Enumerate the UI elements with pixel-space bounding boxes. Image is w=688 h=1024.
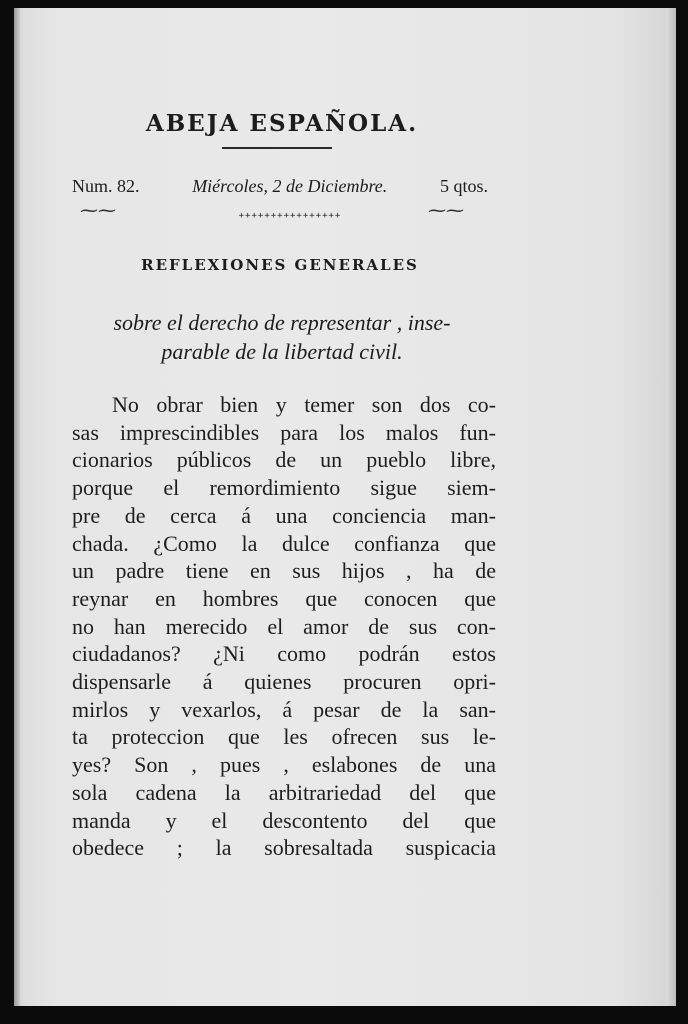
body-line: porque el remordimiento sigue siem- [72,475,496,501]
body-line: reynar en hombres que conocen que [72,585,496,611]
body-line: no han merecido el amor de sus con- [72,613,496,639]
page-binding-edge [14,8,20,1006]
masthead-title: ABEJA ESPAÑOLA. [145,110,419,137]
body-line: pre de cerca á una conciencia man- [72,502,496,528]
issue-number: Num. 82. [72,176,140,196]
body-line: cionarios públicos de un pueblo libre, [72,447,496,473]
issue-price: 5 qtos. [439,176,488,196]
section-title: REFLEXIONES GENERALES [141,256,419,274]
body-line: ciudadanos? ¿Ni como podrán estos [72,641,496,667]
subtitle-line: sobre el derecho de representar , inse- [113,310,451,335]
article-subtitle [72,308,492,366]
issue-date: Miércoles, 2 de Diciembre. [192,176,388,196]
body-line: obedece ; la sobresaltada suspicacia [72,835,496,861]
issue-line [72,176,488,197]
body-line: yes? Son , pues , eslabones de una [72,752,496,778]
body-line: dispensarle á quienes procuren opri- [72,669,496,695]
flourish-left-icon: ⁓⁓ [80,200,116,221]
body-line: mirlos y vexarlos, á pesar de la san- [72,696,496,722]
body-line: ta proteccion que les ofrecen sus le- [72,724,496,750]
article-body [72,391,496,862]
body-line: No obrar bien y temer son dos co- [112,392,496,417]
flourish-right-icon: ⁓⁓ [428,200,464,221]
body-line: chada. ¿Como la dulce confianza que [72,530,496,556]
page-fore-edge [666,8,676,1006]
body-line: sas imprescindibles para los malos fun- [72,419,496,445]
masthead-rule [222,147,332,149]
subtitle-line: parable de la libertad civil. [161,339,403,364]
body-line: un padre tiene en sus hijos , ha de [72,558,496,584]
ornament-rule-icon: ++++++++++++++++ [238,211,342,221]
body-line: manda y el descontento del que [72,807,496,833]
body-line: sola cadena la arbitrariedad del que [72,779,496,805]
